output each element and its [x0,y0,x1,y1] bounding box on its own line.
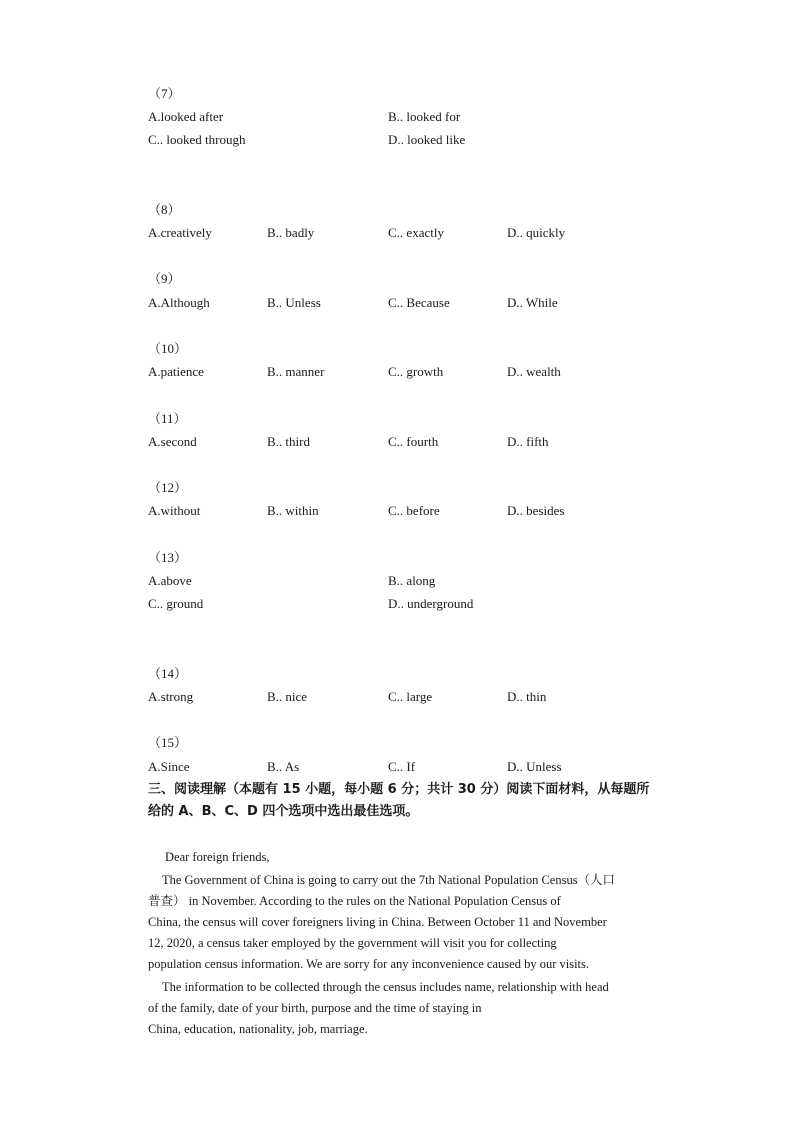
option-d: D.. fifth [507,434,549,449]
option-b: B.. manner [267,364,325,379]
option-d: D.. underground [388,596,474,611]
letter-greeting: Dear foreign friends, [165,850,270,864]
option-d: D.. Unless [507,759,562,774]
question-number: （8） [148,202,181,217]
option-a: A.looked after [148,109,224,124]
letter-paragraph-line: China, the census will cover foreigners living in China. Between October 11 and November [148,915,607,929]
option-b: B.. nice [267,689,308,704]
option-a: A.above [148,573,192,588]
question-number: （11） [148,411,187,426]
question-number: （10） [148,341,188,356]
option-a: A.creatively [148,225,212,240]
option-a: A.strong [148,689,194,704]
option-d: D.. looked like [388,132,466,147]
option-b: B.. looked for [388,109,461,124]
option-c: C.. Because [388,295,450,310]
question-number: （7） [148,86,181,101]
option-c: C.. fourth [388,434,439,449]
option-c: C.. ground [148,596,204,611]
question-number: （15） [148,735,188,750]
question-number: （14） [148,666,188,681]
option-a: A.patience [148,364,204,379]
option-a: A.second [148,434,197,449]
section-heading: 三、阅读理解（本题有 15 小题，每小题 6 分；共计 30 分）阅读下面材料，从每题所 [148,782,650,797]
question-number: （12） [148,480,188,495]
option-c: C.. looked through [148,132,246,147]
letter-paragraph-line: China, education, nationality, job, marriage. [148,1022,368,1036]
option-d: D.. thin [507,689,547,704]
option-b: B.. within [267,503,319,518]
letter-paragraph-line: 普查） in November. According to the rules on the National Population Census of [148,894,561,908]
letter-paragraph-line: of the family, date of your birth, purpose and the time of staying in [148,1001,482,1015]
letter-paragraph-line: population census information. We are sorry for any inconvenience caused by our visits. [148,957,590,971]
letter-paragraph-line: 12, 2020, a census taker employed by the government will visit you for collecting [148,936,557,950]
option-d: D.. quickly [507,225,566,240]
option-c: C.. If [388,759,416,774]
option-d: D.. wealth [507,364,561,379]
option-b: B.. As [267,759,300,774]
section-heading-continued: 给的 A、B、C、D 四个选项中选出最佳选项。 [148,804,419,819]
option-b: B.. badly [267,225,315,240]
question-number: （13） [148,550,188,565]
option-c: C.. growth [388,364,444,379]
letter-paragraph-line: The Government of China is going to carry out the 7th National Population Census（人口 [162,873,616,887]
question-number: （9） [148,271,181,286]
option-a: A.without [148,503,201,518]
letter-paragraph-line: The information to be collected through the census includes name, relationship with head [162,980,609,994]
option-c: C.. exactly [388,225,444,240]
option-b: B.. along [388,573,436,588]
option-b: B.. third [267,434,310,449]
option-d: D.. While [507,295,558,310]
option-a: A.Since [148,759,190,774]
option-d: D.. besides [507,503,565,518]
option-a: A.Although [148,295,210,310]
option-c: C.. before [388,503,440,518]
option-b: B.. Unless [267,295,321,310]
option-c: C.. large [388,689,433,704]
